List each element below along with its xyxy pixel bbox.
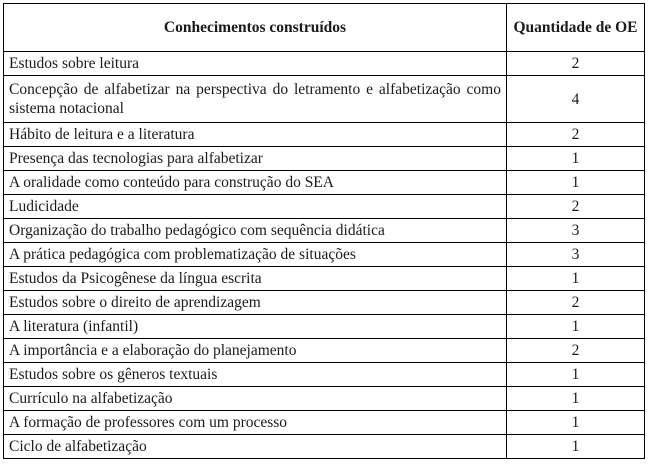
row-quantity: 3 xyxy=(507,243,645,267)
table-row xyxy=(4,411,645,435)
table-row xyxy=(4,291,645,315)
row-quantity: 2 xyxy=(507,123,645,147)
row-quantity: 1 xyxy=(507,171,645,195)
table-row xyxy=(4,76,645,123)
header-quantity: Quantidade de OE xyxy=(507,4,645,52)
table-row xyxy=(4,219,645,243)
table-row xyxy=(4,147,645,171)
row-quantity: 3 xyxy=(507,219,645,243)
row-quantity: 2 xyxy=(507,339,645,363)
row-quantity: 2 xyxy=(507,52,645,76)
table-row xyxy=(4,123,645,147)
table-row xyxy=(4,387,645,411)
row-knowledge: Currículo na alfabetização xyxy=(4,387,507,411)
row-knowledge: Organização do trabalho pedagógico com sequência didática xyxy=(4,219,507,243)
row-quantity: 1 xyxy=(507,411,645,435)
table-row xyxy=(4,315,645,339)
row-quantity: 1 xyxy=(507,363,645,387)
row-quantity: 1 xyxy=(507,147,645,171)
row-quantity: 1 xyxy=(507,387,645,411)
table-row xyxy=(4,267,645,291)
row-knowledge: A prática pedagógica com problematização de situações xyxy=(4,243,507,267)
row-knowledge: Hábito de leitura e a literatura xyxy=(4,123,507,147)
table-header-row xyxy=(4,4,645,52)
row-quantity: 2 xyxy=(507,195,645,219)
knowledge-table xyxy=(3,3,645,459)
row-knowledge: Ludicidade xyxy=(4,195,507,219)
table-row xyxy=(4,52,645,76)
row-knowledge: A formação de professores com um processo xyxy=(4,411,507,435)
row-quantity: 2 xyxy=(507,291,645,315)
table-row xyxy=(4,339,645,363)
table-row xyxy=(4,243,645,267)
row-quantity: 1 xyxy=(507,315,645,339)
table-row xyxy=(4,195,645,219)
row-knowledge: Estudos da Psicogênese da língua escrita xyxy=(4,267,507,291)
row-knowledge: Concepção de alfabetizar na perspectiva do letramento e alfabetização como sistema notacional xyxy=(4,76,507,123)
row-knowledge: Ciclo de alfabetização xyxy=(4,435,507,459)
table-row xyxy=(4,435,645,459)
row-quantity: 1 xyxy=(507,435,645,459)
table-row xyxy=(4,171,645,195)
row-knowledge: Presença das tecnologias para alfabetizar xyxy=(4,147,507,171)
row-knowledge: A literatura (infantil) xyxy=(4,315,507,339)
row-quantity: 1 xyxy=(507,267,645,291)
header-knowledge: Conhecimentos construídos xyxy=(4,4,507,52)
row-knowledge: Estudos sobre leitura xyxy=(4,52,507,76)
row-knowledge: A oralidade como conteúdo para construção do SEA xyxy=(4,171,507,195)
table-row xyxy=(4,363,645,387)
row-knowledge: Estudos sobre os gêneros textuais xyxy=(4,363,507,387)
row-knowledge: A importância e a elaboração do planejamento xyxy=(4,339,507,363)
row-knowledge: Estudos sobre o direito de aprendizagem xyxy=(4,291,507,315)
row-quantity: 4 xyxy=(507,76,645,123)
